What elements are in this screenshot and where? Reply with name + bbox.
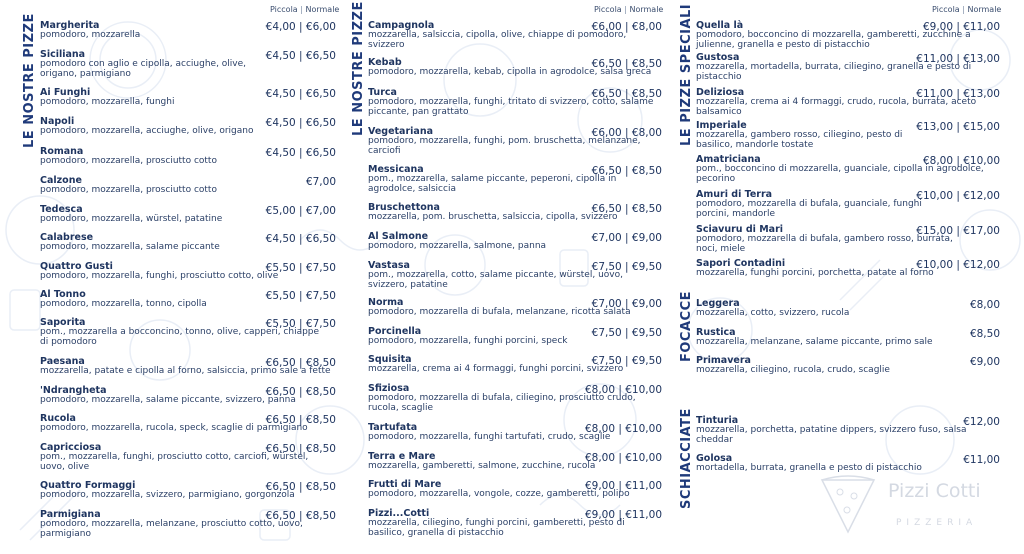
menu-item bbox=[696, 21, 1000, 50]
item-price: €8,00 bbox=[969, 299, 1000, 311]
item-price: €4,00 | €6,00 bbox=[265, 21, 336, 33]
item-price: €8,00 | €10,00 bbox=[584, 384, 662, 396]
menu-item bbox=[696, 299, 1000, 319]
item-price: €7,50 | €9,50 bbox=[591, 355, 662, 367]
item-description: pomodoro, mozzarella, salame piccante, svizzero, panna bbox=[40, 395, 296, 405]
menu-item bbox=[368, 58, 662, 78]
size-header bbox=[594, 5, 663, 14]
item-name: 'Ndrangheta bbox=[40, 385, 107, 396]
item-name: Pizzi...Cotti bbox=[368, 508, 430, 519]
item-description: pomodoro, mozzarella, funghi tartufati, crudo, scaglie bbox=[368, 432, 611, 442]
pizza-slice-logo-icon bbox=[818, 472, 878, 536]
item-price: €15,00 | €17,00 bbox=[916, 225, 1000, 237]
item-price: €6,50 | €8,50 bbox=[265, 414, 336, 426]
menu-item bbox=[368, 355, 662, 375]
item-name: Golosa bbox=[696, 453, 733, 464]
menu-item bbox=[368, 21, 662, 50]
item-name: Amatriciana bbox=[696, 154, 761, 165]
menu-item bbox=[40, 386, 338, 406]
item-name: Sciavuru di Mari bbox=[696, 224, 784, 235]
item-name: Amuri di Terra bbox=[696, 189, 773, 200]
item-description: pom., mozzarella, salame piccante, peperoni, cipolla in agrodolce, salsiccia bbox=[368, 174, 617, 194]
menu-item bbox=[40, 88, 338, 108]
menu-item bbox=[368, 261, 662, 290]
size-normal-label: Normale bbox=[967, 5, 1002, 14]
size-small-label: Piccola bbox=[594, 5, 622, 14]
menu-item bbox=[368, 232, 662, 252]
item-description: pom., bocconcino di mozzarella, guanciale, cipolla in agrodolce, pecorino bbox=[696, 164, 984, 184]
item-description: pomodoro, mozzarella, salame piccante bbox=[40, 242, 220, 252]
item-description: pomodoro, mozzarella, tonno, cipolla bbox=[40, 299, 207, 309]
menu-item bbox=[368, 480, 662, 500]
item-name: Kebab bbox=[368, 57, 402, 68]
item-description: pomodoro, mozzarella, prosciutto cotto bbox=[40, 185, 217, 195]
item-description: pomodoro, mozzarella di bufala, melanzane, ricotta salata bbox=[368, 307, 631, 317]
menu-item bbox=[40, 21, 338, 41]
item-price: €9,00 | €11,00 bbox=[584, 509, 662, 521]
item-name: Tartufata bbox=[368, 422, 418, 433]
item-price: €12,00 bbox=[963, 416, 1000, 428]
item-description: mozzarella, mortadella, burrata, ciliegino, granella e pesto di pistacchio bbox=[696, 62, 972, 82]
item-name: Saporita bbox=[40, 317, 86, 328]
item-name: Sfiziosa bbox=[368, 383, 410, 394]
item-description: pomodoro, mozzarella bbox=[40, 30, 141, 40]
item-description: pomodoro, mozzarella, funghi, prosciutto cotto, olive bbox=[40, 271, 279, 281]
item-description: pomodoro, mozzarella, funghi bbox=[40, 97, 175, 107]
item-description: mozzarella, crema ai 4 formaggi, crudo, rucola, burrata, aceto balsamico bbox=[696, 97, 977, 117]
item-price: €11,00 bbox=[963, 454, 1000, 466]
item-name: Norma bbox=[368, 297, 404, 308]
item-description: pomodoro, mozzarella, vongole, cozze, gamberetti, polipo bbox=[368, 489, 630, 499]
item-price: €10,00 | €12,00 bbox=[916, 190, 1000, 202]
item-price: €4,50 | €6,50 bbox=[265, 233, 336, 245]
item-price: €6,00 | €8,00 bbox=[591, 21, 662, 33]
item-description: mozzarella, cotto, svizzero, rucola bbox=[696, 308, 850, 318]
menu-item bbox=[368, 165, 662, 194]
item-name: Turca bbox=[368, 87, 397, 98]
item-description: pom., mozzarella a bocconcino, tonno, olive, capperi, chiappe di pomodoro bbox=[40, 327, 320, 347]
item-price: €9,00 | €11,00 bbox=[922, 21, 1000, 33]
menu-item bbox=[40, 318, 338, 347]
item-description: mozzarella, gambero rosso, ciliegino, pesto di basilico, mandorle tostate bbox=[696, 130, 903, 150]
menu-column-1 bbox=[0, 0, 342, 554]
item-name: Ai Funghi bbox=[40, 87, 91, 98]
brand-logo bbox=[818, 468, 1018, 538]
item-description: pomodoro, mozzarella di bufala, gambero rosso, burrata, noci, miele bbox=[696, 234, 953, 254]
item-name: Sapori Contadini bbox=[696, 258, 786, 269]
item-description: pomodoro, mozzarella, würstel, patatine bbox=[40, 214, 223, 224]
item-name: Al Tonno bbox=[40, 289, 86, 300]
item-price: €11,00 | €13,00 bbox=[916, 53, 1000, 65]
item-description: pomodoro, mozzarella, melanzane, prosciutto cotto, uovo, parmigiano bbox=[40, 519, 303, 539]
menu-item bbox=[40, 290, 338, 310]
menu-item bbox=[696, 155, 1000, 184]
menu-item bbox=[40, 443, 338, 472]
menu-item bbox=[40, 262, 338, 282]
item-description: pomodoro, mozzarella, funghi porcini, speck bbox=[368, 336, 568, 346]
item-name: Campagnola bbox=[368, 20, 435, 31]
item-price: €9,00 | €11,00 bbox=[584, 480, 662, 492]
menu-item bbox=[40, 481, 338, 501]
menu-item bbox=[40, 414, 338, 434]
menu-item bbox=[40, 50, 338, 79]
item-description: pomodoro, mozzarella, funghi, tritato di svizzero, cotto, salame piccante, pan grattato bbox=[368, 97, 654, 117]
item-price: €6,50 | €8,50 bbox=[591, 203, 662, 215]
item-name: Calzone bbox=[40, 175, 82, 186]
item-name: Siciliana bbox=[40, 49, 86, 60]
item-description: pom., mozzarella, funghi, prosciutto cotto, carciofi, würstel, uovo, olive bbox=[40, 452, 309, 472]
item-name: Quattro Formaggi bbox=[40, 480, 136, 491]
menu-item bbox=[368, 203, 662, 223]
brand-subtitle: PIZZERIA bbox=[896, 518, 978, 528]
item-description: mozzarella, crema ai 4 formaggi, funghi porcini, svizzero bbox=[368, 364, 624, 374]
item-price: €4,50 | €6,50 bbox=[265, 117, 336, 129]
item-name: Squisita bbox=[368, 354, 412, 365]
item-name: Capricciosa bbox=[40, 442, 102, 453]
menu-item bbox=[696, 121, 1000, 150]
item-price: €4,50 | €6,50 bbox=[265, 147, 336, 159]
menu-item bbox=[368, 452, 662, 472]
menu-item bbox=[696, 328, 1000, 348]
menu-item bbox=[696, 190, 1000, 219]
item-description: mozzarella, salsiccia, cipolla, olive, chiappe di pomodoro, svizzero bbox=[368, 30, 627, 50]
item-price: €6,00 | €8,00 bbox=[591, 127, 662, 139]
menu-item bbox=[696, 225, 1000, 254]
item-description: pomodoro, mozzarella di bufala, ciliegino, prosciutto crudo, rucola, scaglie bbox=[368, 393, 636, 413]
menu-item bbox=[40, 176, 338, 196]
item-name: Vegetariana bbox=[368, 126, 433, 137]
item-price: €6,50 | €8,50 bbox=[591, 165, 662, 177]
item-name: Frutti di Mare bbox=[368, 479, 442, 490]
item-price: €4,50 | €6,50 bbox=[265, 88, 336, 100]
menu-item bbox=[696, 259, 1000, 279]
item-description: mozzarella, ciliegino, funghi porcini, gamberetti, pesto di basilico, granella di pistacchio bbox=[368, 518, 625, 538]
item-name: Leggera bbox=[696, 298, 740, 309]
size-header bbox=[932, 5, 1001, 14]
item-price: €11,00 | €13,00 bbox=[916, 88, 1000, 100]
item-description: pomodoro, mozzarella, salmone, panna bbox=[368, 241, 547, 251]
item-price: €6,50 | €8,50 bbox=[591, 88, 662, 100]
menu-item bbox=[368, 127, 662, 156]
section-title-schiacciate: SCHIACCIATE bbox=[679, 408, 694, 509]
menu-item bbox=[368, 509, 662, 538]
item-price: €7,00 | €9,00 bbox=[591, 298, 662, 310]
item-name: Deliziosa bbox=[696, 87, 745, 98]
section-title-pizze-speciali: LE PIZZE SPECIALI bbox=[679, 3, 694, 146]
brand-name: Pizzi Cotti bbox=[888, 480, 981, 502]
menu-item bbox=[696, 416, 1000, 445]
item-name: Tedesca bbox=[40, 204, 83, 215]
item-name: Terra e Mare bbox=[368, 451, 436, 462]
item-description: pom., mozzarella, cotto, salame piccante, würstel, uovo, svizzero, patatine bbox=[368, 270, 623, 290]
size-small-label: Piccola bbox=[932, 5, 960, 14]
item-name: Quattro Gusti bbox=[40, 261, 113, 272]
item-name: Quella là bbox=[696, 20, 744, 31]
item-price: €6,50 | €8,50 bbox=[265, 443, 336, 455]
menu-item bbox=[368, 298, 662, 318]
item-description: pomodoro, mozzarella, rucola, speck, scaglie di parmigiano bbox=[40, 423, 308, 433]
item-name: Imperiale bbox=[696, 120, 747, 131]
menu-item bbox=[40, 147, 338, 167]
item-name: Calabrese bbox=[40, 232, 94, 243]
menu-column-2 bbox=[348, 0, 668, 554]
menu-item bbox=[40, 357, 338, 377]
item-name: Porcinella bbox=[368, 326, 422, 337]
item-price: €8,00 | €10,00 bbox=[922, 155, 1000, 167]
size-header bbox=[270, 5, 339, 14]
item-description: mozzarella, ciliegino, rucola, crudo, scaglie bbox=[696, 365, 890, 375]
menu-item bbox=[368, 327, 662, 347]
item-description: pomodoro, mozzarella, kebab, cipolla in agrodolce, salsa greca bbox=[368, 67, 652, 77]
menu-item bbox=[40, 117, 338, 137]
item-name: Parmigiana bbox=[40, 509, 101, 520]
item-price: €9,00 bbox=[969, 356, 1000, 368]
item-price: €5,50 | €7,50 bbox=[265, 290, 336, 302]
size-separator: | bbox=[962, 5, 965, 14]
menu-item bbox=[40, 205, 338, 225]
item-description: pomodoro, bocconcino di mozzarella, gamberetti, zucchine a julienne, granella e pesto di pistacchio bbox=[696, 30, 971, 50]
item-description: pomodoro, mozzarella, prosciutto cotto bbox=[40, 156, 217, 166]
menu-item bbox=[696, 88, 1000, 117]
menu-item bbox=[40, 233, 338, 253]
menu-item bbox=[368, 88, 662, 117]
menu-item bbox=[696, 53, 1000, 82]
item-name: Romana bbox=[40, 146, 84, 157]
menu-item bbox=[368, 384, 662, 413]
item-name: Rustica bbox=[696, 327, 736, 338]
item-price: €7,00 bbox=[305, 176, 336, 188]
size-normal-label: Normale bbox=[629, 5, 664, 14]
item-description: mozzarella, funghi porcini, porchetta, patate al forno bbox=[696, 268, 934, 278]
item-name: Napoli bbox=[40, 116, 75, 127]
size-separator: | bbox=[624, 5, 627, 14]
item-description: mozzarella, gamberetti, salmone, zucchine, rucola bbox=[368, 461, 596, 471]
item-price: €7,50 | €9,50 bbox=[591, 261, 662, 273]
item-name: Rucola bbox=[40, 413, 76, 424]
item-description: pomodoro, mozzarella, svizzero, parmigiano, gorgonzola bbox=[40, 490, 295, 500]
section-title-nostre-pizze: LE NOSTRE PIZZE bbox=[351, 1, 366, 136]
item-price: €5,50 | €7,50 bbox=[265, 318, 336, 330]
item-price: €7,50 | €9,50 bbox=[591, 327, 662, 339]
item-price: €8,00 | €10,00 bbox=[584, 423, 662, 435]
item-name: Al Salmone bbox=[368, 231, 429, 242]
size-small-label: Piccola bbox=[270, 5, 298, 14]
section-title-focacce: FOCACCE bbox=[679, 291, 694, 362]
item-description: mozzarella, melanzane, salame piccante, primo sale bbox=[696, 337, 933, 347]
item-description: pomodoro, mozzarella, funghi, pom. bruschetta, melanzane, carciofi bbox=[368, 136, 641, 156]
item-name: Gustosa bbox=[696, 52, 740, 63]
item-name: Tinturia bbox=[696, 415, 739, 426]
menu-item bbox=[40, 510, 338, 539]
item-price: €5,50 | €7,50 bbox=[265, 262, 336, 274]
item-price: €6,50 | €8,50 bbox=[265, 510, 336, 522]
section-title-nostre-pizze: LE NOSTRE PIZZE bbox=[22, 13, 37, 148]
size-separator: | bbox=[300, 5, 303, 14]
menu-item bbox=[696, 356, 1000, 376]
item-name: Messicana bbox=[368, 164, 424, 175]
item-name: Bruschettona bbox=[368, 202, 440, 213]
item-name: Margherita bbox=[40, 20, 100, 31]
item-description: pomodoro, mozzarella di bufala, guanciale, funghi porcini, mandorle bbox=[696, 199, 922, 219]
item-price: €5,00 | €7,00 bbox=[265, 205, 336, 217]
item-price: €6,50 | €8,50 bbox=[265, 357, 336, 369]
item-price: €8,00 | €10,00 bbox=[584, 452, 662, 464]
item-price: €6,50 | €8,50 bbox=[265, 386, 336, 398]
item-description: pomodoro, mozzarella, acciughe, olive, origano bbox=[40, 126, 254, 136]
item-description: mozzarella, patate e cipolla al forno, salsiccia, primo sale a fette bbox=[40, 366, 331, 376]
item-name: Paesana bbox=[40, 356, 85, 367]
item-price: €4,50 | €6,50 bbox=[265, 50, 336, 62]
menu-item bbox=[368, 423, 662, 443]
item-description: mozzarella, porchetta, patatine dippers, svizzero fuso, salsa cheddar bbox=[696, 425, 967, 445]
item-price: €13,00 | €15,00 bbox=[916, 121, 1000, 133]
item-name: Primavera bbox=[696, 355, 751, 366]
item-description: mortadella, burrata, granella e pesto di pistacchio bbox=[696, 463, 922, 473]
item-price: €6,50 | €8,50 bbox=[591, 58, 662, 70]
item-description: mozzarella, pom. bruschetta, salsiccia, cipolla, svizzero bbox=[368, 212, 618, 222]
item-price: €8,50 bbox=[969, 328, 1000, 340]
item-name: Vastasa bbox=[368, 260, 410, 271]
size-normal-label: Normale bbox=[305, 5, 340, 14]
item-price: €10,00 | €12,00 bbox=[916, 259, 1000, 271]
item-description: pomodoro con aglio e cipolla, acciughe, olive, origano, parmigiano bbox=[40, 59, 247, 79]
item-price: €7,00 | €9,00 bbox=[591, 232, 662, 244]
item-price: €6,50 | €8,50 bbox=[265, 481, 336, 493]
